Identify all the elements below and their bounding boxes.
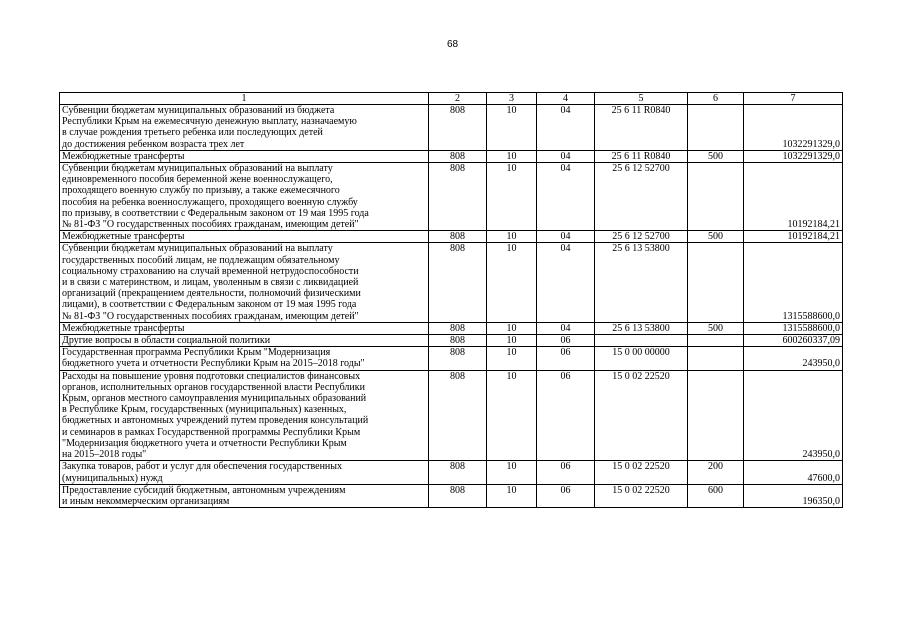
expense-name-line: и иным некоммерческим организациям	[62, 495, 230, 507]
amount-cell: 10192184,21	[744, 163, 843, 231]
expense-name-cell	[60, 243, 429, 322]
ministry-code-cell: 808	[429, 150, 487, 162]
amount-cell: 1315588600,0	[744, 243, 843, 322]
section-code-cell: 10	[487, 370, 537, 461]
expense-name-line: по призыву, в соответствии с Федеральным законом от 19 мая 1995 года	[62, 207, 369, 219]
amount-cell: 243950,0	[744, 347, 843, 370]
ministry-code-cell: 808	[429, 105, 487, 151]
expense-name-line: Субвенции бюджетам муниципальных образований на выплату	[62, 163, 333, 175]
header-cell-4: 4	[537, 93, 595, 105]
subsection-code-cell: 04	[537, 163, 595, 231]
expense-name-line: Государственная программа Республики Крым "Модернизация	[62, 347, 331, 359]
target-article-cell: 25 6 12 52700	[595, 163, 688, 231]
expense-name-line: социальному страхованию на случай временной нетрудоспособности	[62, 265, 359, 277]
subsection-code-cell: 06	[537, 347, 595, 370]
target-article-cell: 15 0 00 00000	[595, 347, 688, 370]
table-row	[60, 150, 843, 162]
table-row	[60, 484, 843, 507]
section-code-cell: 10	[487, 231, 537, 243]
expense-name-line: Субвенции бюджетам муниципальных образований на выплату	[62, 243, 333, 255]
header-cell-2: 2	[429, 93, 487, 105]
section-code-cell: 10	[487, 335, 537, 347]
expense-type-cell: 200	[688, 461, 744, 484]
amount-cell: 1315588600,0	[744, 322, 843, 334]
table-row	[60, 105, 843, 151]
ministry-code-cell: 808	[429, 347, 487, 370]
section-code-cell: 10	[487, 347, 537, 370]
expense-name-line: в случае рождения третьего ребенка или последующих детей	[62, 127, 323, 139]
expense-type-cell: 500	[688, 150, 744, 162]
target-article-cell: 25 6 13 53800	[595, 243, 688, 322]
section-code-cell: 10	[487, 322, 537, 334]
expense-name-line: Межбюджетные трансферты	[62, 322, 185, 334]
expense-name-cell	[60, 150, 429, 162]
expense-type-cell	[688, 105, 744, 151]
subsection-code-cell: 04	[537, 105, 595, 151]
expense-type-cell	[688, 163, 744, 231]
expense-type-cell	[688, 243, 744, 322]
ministry-code-cell: 808	[429, 370, 487, 461]
expense-name-line: Межбюджетные трансферты	[62, 231, 185, 243]
expense-name-line: "Модернизация бюджетного учета и отчетности Республики Крым	[62, 437, 347, 449]
expense-name-cell	[60, 335, 429, 347]
section-code-cell: 10	[487, 150, 537, 162]
expense-type-cell: 600	[688, 484, 744, 507]
amount-cell: 196350,0	[744, 484, 843, 507]
section-code-cell: 10	[487, 461, 537, 484]
budget-table-body	[60, 93, 843, 508]
expense-type-cell: 500	[688, 322, 744, 334]
ministry-code-cell: 808	[429, 163, 487, 231]
header-cell-5: 5	[595, 93, 688, 105]
amount-cell: 1032291329,0	[744, 150, 843, 162]
expense-name-line: (муниципальных) нужд	[62, 472, 163, 484]
table-row	[60, 370, 843, 461]
subsection-code-cell: 04	[537, 150, 595, 162]
expense-name-line: Республики Крым на ежемесячную денежную выплату, назначаемую	[62, 116, 357, 128]
header-cell-3: 3	[487, 93, 537, 105]
subsection-code-cell: 06	[537, 335, 595, 347]
amount-cell: 47600,0	[744, 461, 843, 484]
expense-name-cell	[60, 105, 429, 151]
section-code-cell: 10	[487, 163, 537, 231]
expense-name-cell	[60, 322, 429, 334]
expense-name-line: в Республике Крым, государственных (муниципальных) казенных,	[62, 404, 347, 416]
target-article-cell: 15 0 02 22520	[595, 484, 688, 507]
header-cell-6: 6	[688, 93, 744, 105]
expense-name-line: и семинаров в рамках Государственной программы Республики Крым	[62, 426, 361, 438]
expense-name-line: на 2015–2018 годы"	[62, 449, 147, 461]
header-cell-1: 1	[60, 93, 429, 105]
target-article-cell: 25 6 13 53800	[595, 322, 688, 334]
target-article-cell: 25 6 11 R0840	[595, 150, 688, 162]
table-row	[60, 322, 843, 334]
expense-name-line: организаций (прекращением деятельности, полномочий физическими	[62, 288, 361, 300]
target-article-cell: 25 6 12 52700	[595, 231, 688, 243]
expense-name-line: бюджетного учета и отчетности Республики Крым на 2015–2018 годы"	[62, 358, 365, 370]
target-article-cell	[595, 335, 688, 347]
expense-name-line: государственных пособий лицам, не подлежащим обязательному	[62, 254, 340, 266]
amount-cell: 243950,0	[744, 370, 843, 461]
expense-name-line: бюджетных и автономных учреждений путем проведения консультаций	[62, 415, 369, 427]
expense-name-line: органов, исполнительных органов государственной власти Республики	[62, 381, 365, 393]
table-row	[60, 231, 843, 243]
expense-name-cell	[60, 347, 429, 370]
ministry-code-cell: 808	[429, 231, 487, 243]
table-row	[60, 335, 843, 347]
expense-name-cell	[60, 231, 429, 243]
expense-name-line: Субвенции бюджетам муниципальных образований из бюджета	[62, 105, 335, 116]
expense-type-cell	[688, 335, 744, 347]
header-cell-7: 7	[744, 93, 843, 105]
section-code-cell: 10	[487, 484, 537, 507]
subsection-code-cell: 06	[537, 461, 595, 484]
subsection-code-cell: 04	[537, 231, 595, 243]
table-row	[60, 243, 843, 322]
expense-name-line: Межбюджетные трансферты	[62, 150, 185, 162]
expense-name-cell	[60, 461, 429, 484]
expense-name-line: Другие вопросы в области социальной политики	[62, 335, 271, 347]
expense-name-line: № 81-ФЗ "О государственных пособиях гражданам, имеющим детей"	[62, 310, 359, 322]
expense-name-line: Предоставление субсидий бюджетным, автономным учреждениям	[62, 484, 346, 496]
amount-cell: 600260337,09	[744, 335, 843, 347]
table-row	[60, 347, 843, 370]
budget-table	[59, 92, 843, 508]
target-article-cell: 15 0 02 22520	[595, 370, 688, 461]
expense-name-line: и в связи с материнством, и лицам, уволенным в связи с ликвидацией	[62, 277, 359, 289]
amount-cell: 1032291329,0	[744, 105, 843, 151]
expense-name-cell	[60, 163, 429, 231]
table-header-row	[60, 93, 843, 105]
expense-name-line: Крым, органов местного самоуправления муниципальных образований	[62, 393, 367, 405]
expense-name-line: пособия на ребенка военнослужащего, проходящего военную службу	[62, 196, 358, 208]
expense-type-cell: 500	[688, 231, 744, 243]
ministry-code-cell: 808	[429, 484, 487, 507]
subsection-code-cell: 04	[537, 322, 595, 334]
table-row	[60, 163, 843, 231]
table-row	[60, 461, 843, 484]
ministry-code-cell: 808	[429, 461, 487, 484]
ministry-code-cell: 808	[429, 335, 487, 347]
expense-name-line: Расходы на повышение уровня подготовки специалистов финансовых	[62, 370, 361, 382]
ministry-code-cell: 808	[429, 243, 487, 322]
target-article-cell: 25 6 11 R0840	[595, 105, 688, 151]
expense-type-cell	[688, 370, 744, 461]
subsection-code-cell: 06	[537, 484, 595, 507]
expense-name-line: Закупка товаров, работ и услуг для обеспечения государственных	[62, 461, 343, 473]
ministry-code-cell: 808	[429, 322, 487, 334]
expense-name-line: до достижения ребенком возраста трех лет	[62, 138, 245, 150]
expense-name-line: лицами), в соответствии с Федеральным законом от 19 мая 1995 года	[62, 299, 357, 311]
expense-name-cell	[60, 370, 429, 461]
expense-name-line: проходящего военную службу по призыву, а также ежемесячного	[62, 185, 340, 197]
amount-cell: 10192184,21	[744, 231, 843, 243]
subsection-code-cell: 04	[537, 243, 595, 322]
page-number: 68	[446, 39, 459, 50]
expense-name-line: единовременного пособия беременной жене военнослужащего,	[62, 174, 333, 186]
subsection-code-cell: 06	[537, 370, 595, 461]
expense-type-cell	[688, 347, 744, 370]
section-code-cell: 10	[487, 243, 537, 322]
expense-name-cell	[60, 484, 429, 507]
target-article-cell: 15 0 02 22520	[595, 461, 688, 484]
expense-name-line: № 81-ФЗ "О государственных пособиях гражданам, имеющим детей"	[62, 219, 359, 231]
section-code-cell: 10	[487, 105, 537, 151]
